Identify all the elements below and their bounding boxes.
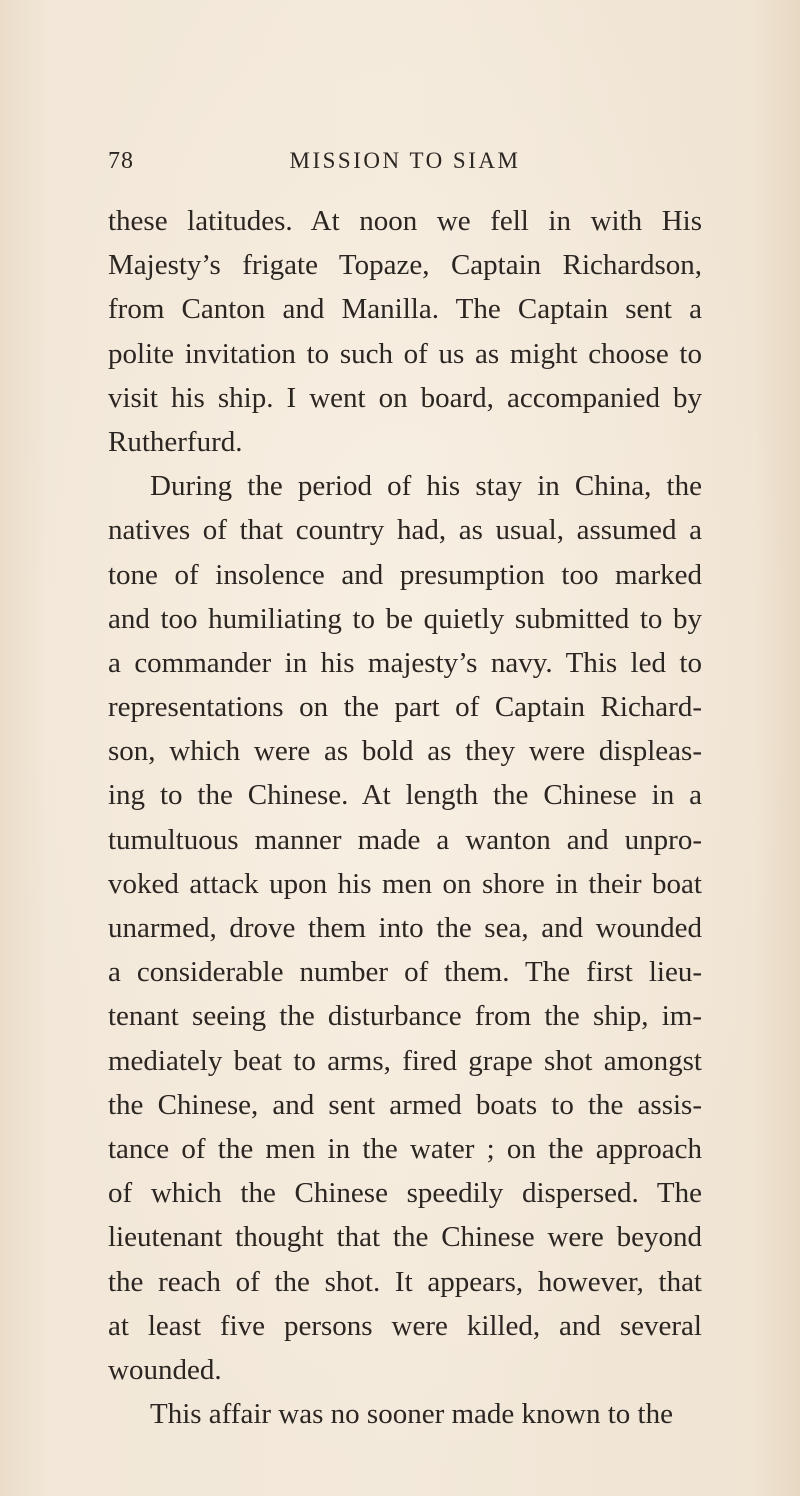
text-line: these latitudes. At noon we fell in with His bbox=[108, 205, 702, 237]
page-heading: MISSION TO SIAM bbox=[289, 148, 521, 173]
text-line: voked attack upon his men on shore in their boat bbox=[108, 867, 702, 900]
text-line: tone of insolence and presumption too marked bbox=[108, 558, 702, 591]
text-line: of which the Chinese speedily dispersed. The bbox=[108, 1177, 702, 1210]
text-line: wounded. bbox=[108, 1353, 222, 1386]
text-line: tumultuous manner made a wanton and unpro- bbox=[108, 823, 702, 856]
text-line: Majesty’s frigate Topaze, Captain Richardson, bbox=[108, 249, 702, 282]
text-line: a considerable number of them. The first lieu- bbox=[108, 956, 702, 989]
text-line: ing to the Chinese. At length the Chinese in a bbox=[108, 779, 702, 812]
text-line: and too humiliating to be quietly submitted to by bbox=[108, 602, 702, 635]
text-line: During the period of his stay in China, the bbox=[150, 470, 702, 503]
text-line: tance of the men in the water ; on the approach bbox=[108, 1132, 702, 1165]
text-line: visit his ship. I went on board, accompanied by bbox=[108, 381, 702, 414]
text-line: tenant seeing the disturbance from the ship, im- bbox=[108, 1000, 702, 1033]
text-line: the reach of the shot. It appears, however, that bbox=[108, 1265, 702, 1298]
text-line: natives of that country had, as usual, assumed a bbox=[108, 514, 702, 547]
text-line: the Chinese, and sent armed boats to the assis- bbox=[108, 1088, 702, 1121]
text-line: a commander in his majesty’s navy. This led to bbox=[108, 646, 702, 679]
text-line: unarmed, drove them into the sea, and wounded bbox=[108, 912, 702, 944]
text-line: Rutherfurd. bbox=[108, 425, 243, 458]
page-number: 78 bbox=[108, 148, 134, 174]
text-line: at least five persons were killed, and several bbox=[108, 1309, 702, 1342]
text-line: lieutenant thought that the Chinese were beyond bbox=[108, 1221, 702, 1254]
text-line: mediately beat to arms, fired grape shot amongst bbox=[108, 1044, 702, 1077]
text-line: from Canton and Manilla. The Captain sent a bbox=[108, 293, 702, 326]
text-line: son, which were as bold as they were displeas- bbox=[108, 735, 702, 768]
body-text bbox=[108, 199, 702, 1436]
running-head bbox=[108, 146, 702, 176]
text-line: polite invitation to such of us as might choose to bbox=[108, 337, 702, 370]
text-line: representations on the part of Captain Richard- bbox=[108, 691, 702, 724]
text-line: This affair was no sooner made known to the bbox=[150, 1398, 673, 1431]
